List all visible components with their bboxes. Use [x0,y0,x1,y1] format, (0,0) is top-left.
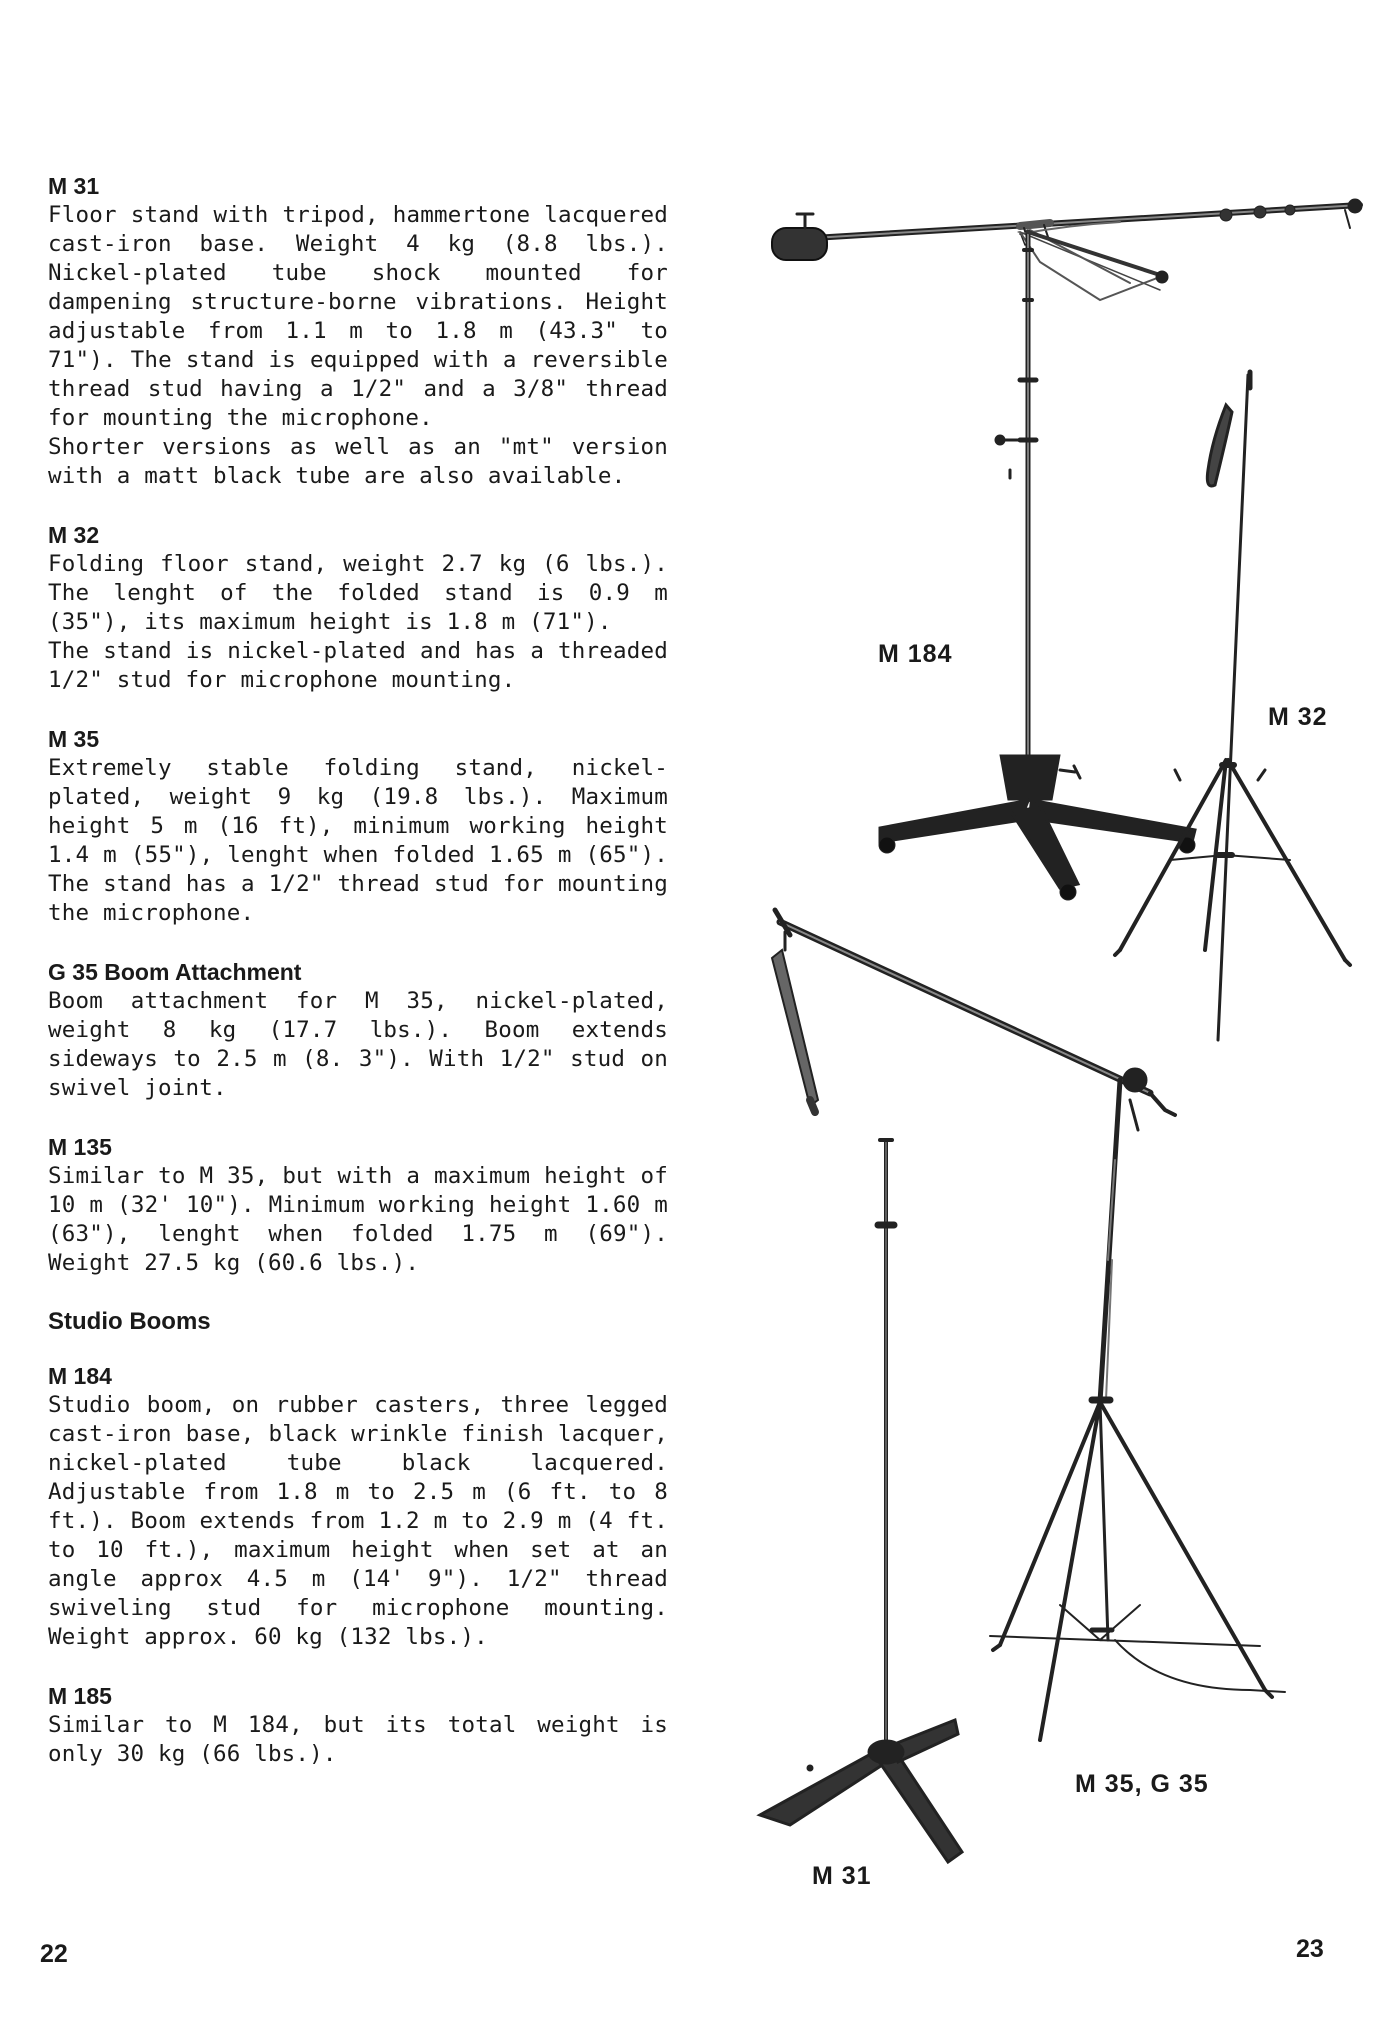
section-body: Similar to M 184, but its total weight is only 30 kg (66 lbs.). [48,1712,668,1767]
section-body: Folding floor stand, weight 2.7 kg (6 lbs.). The lenght of the folded stand is 0.9 m (35"), its maximum height is 1.8 m (71"). [48,551,668,635]
section-heading: M 31 [48,173,100,199]
figure-label-m184: M 184 [878,640,953,668]
section-g35 [48,958,668,1103]
section-m184 [48,1362,668,1652]
section-heading: M 32 [48,522,100,548]
studio-boom-m184-illustration [772,199,1362,900]
section-heading: G 35 Boom Attachment [48,959,302,985]
section-m32 [48,521,668,695]
section-heading: M 35 [48,726,100,752]
section-body: Similar to M 35, but with a maximum height of 10 m (32' 10"). Minimum working height 1.60 m (63"), lenght when folded 1.75 m (69"). Weight 27.5 kg (60.6 lbs.). [48,1163,668,1276]
section-m31 [48,172,668,491]
section-body: Studio boom, on rubber casters, three legged cast-iron base, black wrinkle finish lacquer, nickel-plated tube black lacquered. Adjustable from 1.8 m to 2.5 m (6 ft. to 8 ft.). Boom extends from 1.2 m to 2.9 m (4 ft. to 10 ft.), maximum height when set at an angle approx 4.5 m (14' 9"). 1/2" thread swiveling stud for microphone mounting. Weight approx. 60 kg (132 lbs.). [48,1392,668,1650]
section-m135 [48,1133,668,1278]
page-number-left: 22 [40,1940,68,1968]
figure-label-m32: M 32 [1268,703,1328,731]
section-body: Boom attachment for M 35, nickel-plated, weight 8 kg (17.7 lbs.). Boom extends sideways to 2.5 m (8. 3"). With 1/2" stud on swivel joint. [48,988,668,1101]
section-body: Extremely stable folding stand, nickel-plated, weight 9 kg (19.8 lbs.). Maximum height 5 m (16 ft), minimum working height 1.4 m (55"), lenght when folded 1.65 m (65"). The stand has a 1/2" thread stud for mounting the microphone. [48,755,668,926]
section-body: Shorter versions as well as an "mt" version with a matt black tube are also available. [48,434,668,489]
section-body: Floor stand with tripod, hammertone lacquered cast-iron base. Weight 4 kg (8.8 lbs.). Nickel-plated tube shock mounted for dampening structure-borne vibrations. Height adjustable from 1.1 m to 1.8 m (43.3" to 71"). The stand is equipped with a reversible thread stud having a 1/2" and a 3/8" thread for mounting the microphone. [48,202,668,431]
floor-stand-m31-illustration [760,1140,962,1862]
section-m35 [48,725,668,928]
section-heading: M 135 [48,1134,112,1160]
figure-label-m35-g35: M 35, G 35 [1075,1770,1209,1798]
stand-m35-g35-boom-illustration [772,910,1285,1740]
section-heading: M 185 [48,1683,112,1709]
left-text-column [48,172,668,1799]
page-number-right: 23 [1296,1935,1324,1963]
section-m185 [48,1682,668,1769]
figure-label-m31: M 31 [812,1862,872,1890]
section-heading: M 184 [48,1363,112,1389]
section-body: The stand is nickel-plated and has a threaded 1/2" stud for microphone mounting. [48,638,668,693]
category-heading: Studio Booms [48,1308,211,1335]
